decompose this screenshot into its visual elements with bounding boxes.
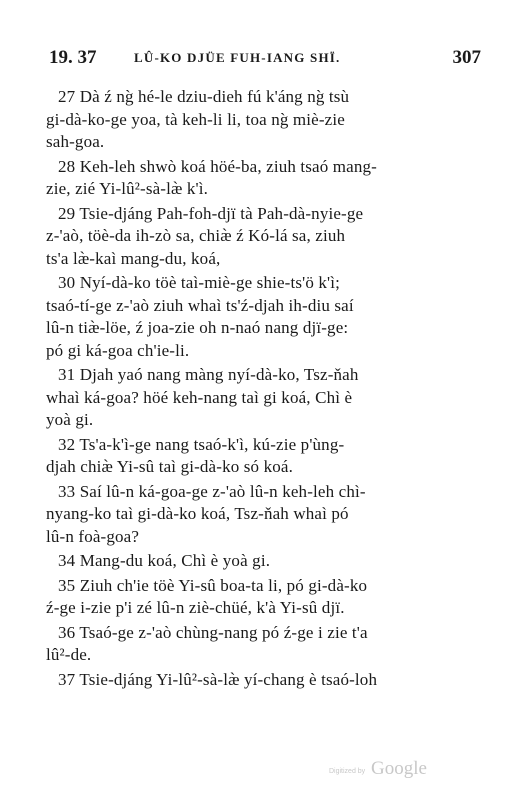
verse-line: yoà gi. bbox=[46, 410, 94, 429]
verse-paragraph bbox=[46, 669, 486, 692]
verse-line: lû-n tiæ̀-löe, ź joa-zie oh n-naó nang djï-ge: bbox=[46, 318, 349, 337]
verse-first-line: 31 Djah yaó nang màng nyí-dà-ko, Tsz-ňah bbox=[58, 365, 359, 384]
verse-first-line: 32 Ts'a-k'ì-ge nang tsaó-k'ì, kú-zie p'ùng- bbox=[58, 434, 345, 454]
body-text bbox=[46, 86, 486, 693]
verse-paragraph bbox=[46, 203, 486, 271]
verse-paragraph bbox=[46, 156, 486, 201]
verse-first-line: 35 Ziuh ch'ie töè Yi-sû boa-ta li, pó gi-dà-ko bbox=[58, 575, 368, 595]
verse-paragraph bbox=[46, 272, 486, 362]
verse-line: nyang-ko taì gi-dà-ko koá, Tsz-ňah whaì pó bbox=[46, 504, 349, 523]
verse-line: whaì ká-goa? höé keh-nang taì gi koá, Chì è bbox=[46, 387, 353, 407]
google-logo: Google bbox=[371, 758, 427, 779]
verse-line: pó gi ká-goa ch'ie-li. bbox=[46, 340, 190, 360]
verse-paragraph bbox=[46, 481, 486, 549]
chapter-verse-reference: 19. 37 bbox=[49, 47, 97, 68]
verse-first-line: 34 Mang-du koá, Chì è yoà gi. bbox=[58, 551, 271, 570]
verse-line: tsaó-tí-ge z-'aò ziuh whaì ts'ź-djah ih-diu saí bbox=[46, 295, 354, 315]
verse-line: lû²-de. bbox=[46, 645, 92, 664]
verse-line: ź-ge i-zie p'i zé lû-n ziè-chüé, k'à Yi-sû djï. bbox=[46, 598, 345, 617]
verse-first-line: 30 Nyí-dà-ko töè taì-miè-ge shie-ts'ö k'ì; bbox=[58, 273, 340, 292]
verse-first-line: 33 Saí lû-n ká-goa-ge z-'aò lû-n keh-leh chì- bbox=[58, 481, 366, 501]
verse-paragraph bbox=[46, 364, 486, 432]
verse-first-line: 27 Dà ź ng̀ hé-le dziu-dieh fú k'áng ng̀ tsù bbox=[58, 87, 350, 106]
verse-line: zie, zié Yi-lû²-sà-læ̀ k'ì. bbox=[46, 179, 209, 198]
verse-paragraph bbox=[46, 622, 486, 667]
watermark-prefix: Digitized by bbox=[329, 768, 366, 775]
verse-first-line: 28 Keh-leh shwò koá höé-ba, ziuh tsaó mang- bbox=[58, 156, 377, 176]
verse-line: gi-dà-ko-ge yoa, tà keh-li li, toa ng̀ miè-zie bbox=[46, 109, 345, 129]
digitized-watermark bbox=[329, 760, 449, 782]
verse-paragraph bbox=[46, 434, 486, 479]
verse-paragraph bbox=[46, 575, 486, 620]
page-number: 307 bbox=[452, 47, 481, 68]
verse-line: lû-n foà-goa? bbox=[46, 526, 140, 546]
verse-paragraph bbox=[46, 86, 486, 154]
verse-line: djah chiæ̀ Yi-sû taì gi-dà-ko só koá. bbox=[46, 457, 293, 476]
verse-line: ts'a læ̀-kaì mang-du, koá, bbox=[46, 248, 221, 268]
verse-first-line: 29 Tsie-djáng Pah-foh-djï tà Pah-dà-nyie-ge bbox=[58, 203, 364, 223]
verse-first-line: 37 Tsie-djáng Yi-lû²-sà-læ̀ yí-chang è tsaó-loh bbox=[58, 669, 378, 689]
running-title: LÛ-KO DJÜE FUH-IANG SHÏ. bbox=[134, 50, 341, 65]
verse-line: sah-goa. bbox=[46, 132, 105, 151]
running-header bbox=[36, 47, 481, 69]
verse-line: z-'aò, töè-da ih-zò sa, chiæ̀ ź Kó-lá sa, ziuh bbox=[46, 226, 346, 245]
verse-first-line: 36 Tsaó-ge z-'aò chùng-nang pó ź-ge i zie t'a bbox=[58, 622, 368, 642]
verse-paragraph bbox=[46, 550, 486, 573]
